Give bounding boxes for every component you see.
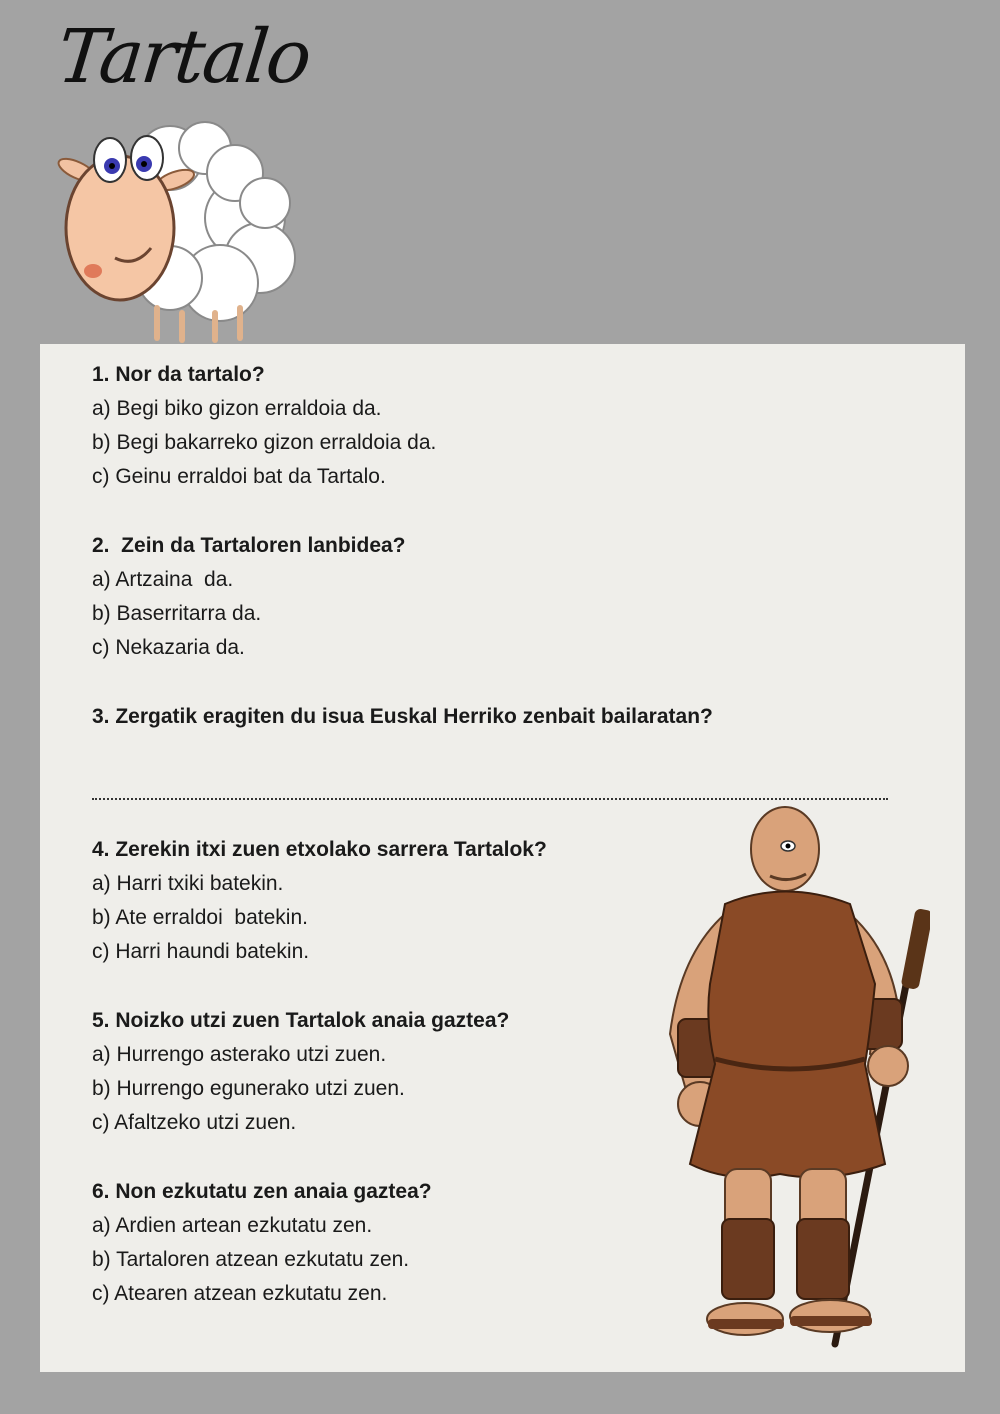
question-4: 4. Zerekin itxi zuen etxolako sarrera Tartalok? <box>92 838 547 861</box>
sheep-illustration <box>55 108 305 348</box>
question-6: 6. Non ezkutatu zen anaia gaztea? <box>92 1180 432 1203</box>
q1-option-a: a) Begi biko gizon erraldoia da. <box>92 397 382 420</box>
giant-illustration <box>630 804 930 1354</box>
q4-option-a: a) Harri txiki batekin. <box>92 872 284 895</box>
q2-option-b: b) Baserritarra da. <box>92 602 262 625</box>
q4-option-c: c) Harri haundi batekin. <box>92 940 310 963</box>
q4-option-b: b) Ate erraldoi batekin. <box>92 906 308 929</box>
q6-option-c: c) Atearen atzean ezkutatu zen. <box>92 1282 388 1305</box>
question-5: 5. Noizko utzi zuen Tartalok anaia gaztea? <box>92 1009 510 1032</box>
q6-option-a: a) Ardien artean ezkutatu zen. <box>92 1214 373 1237</box>
q1-option-c: c) Geinu erraldoi bat da Tartalo. <box>92 465 386 488</box>
q5-option-c: c) Afaltzeko utzi zuen. <box>92 1111 297 1134</box>
question-3: 3. Zergatik eragiten du isua Euskal Herriko zenbait bailaratan? <box>92 705 713 728</box>
q5-option-a: a) Hurrengo asterako utzi zuen. <box>92 1043 387 1066</box>
q1-option-b: b) Begi bakarreko gizon erraldoia da. <box>92 431 437 454</box>
q5-option-b: b) Hurrengo egunerako utzi zuen. <box>92 1077 405 1100</box>
page-title: Tartalo <box>53 14 314 100</box>
q6-option-b: b) Tartaloren atzean ezkutatu zen. <box>92 1248 410 1271</box>
questions-card <box>40 344 965 1372</box>
q2-option-c: c) Nekazaria da. <box>92 636 245 659</box>
q2-option-a: a) Artzaina da. <box>92 568 234 591</box>
question-1: 1. Nor da tartalo? <box>92 363 265 386</box>
question-2: 2. Zein da Tartaloren lanbidea? <box>92 534 406 557</box>
answer-line[interactable] <box>92 766 888 800</box>
